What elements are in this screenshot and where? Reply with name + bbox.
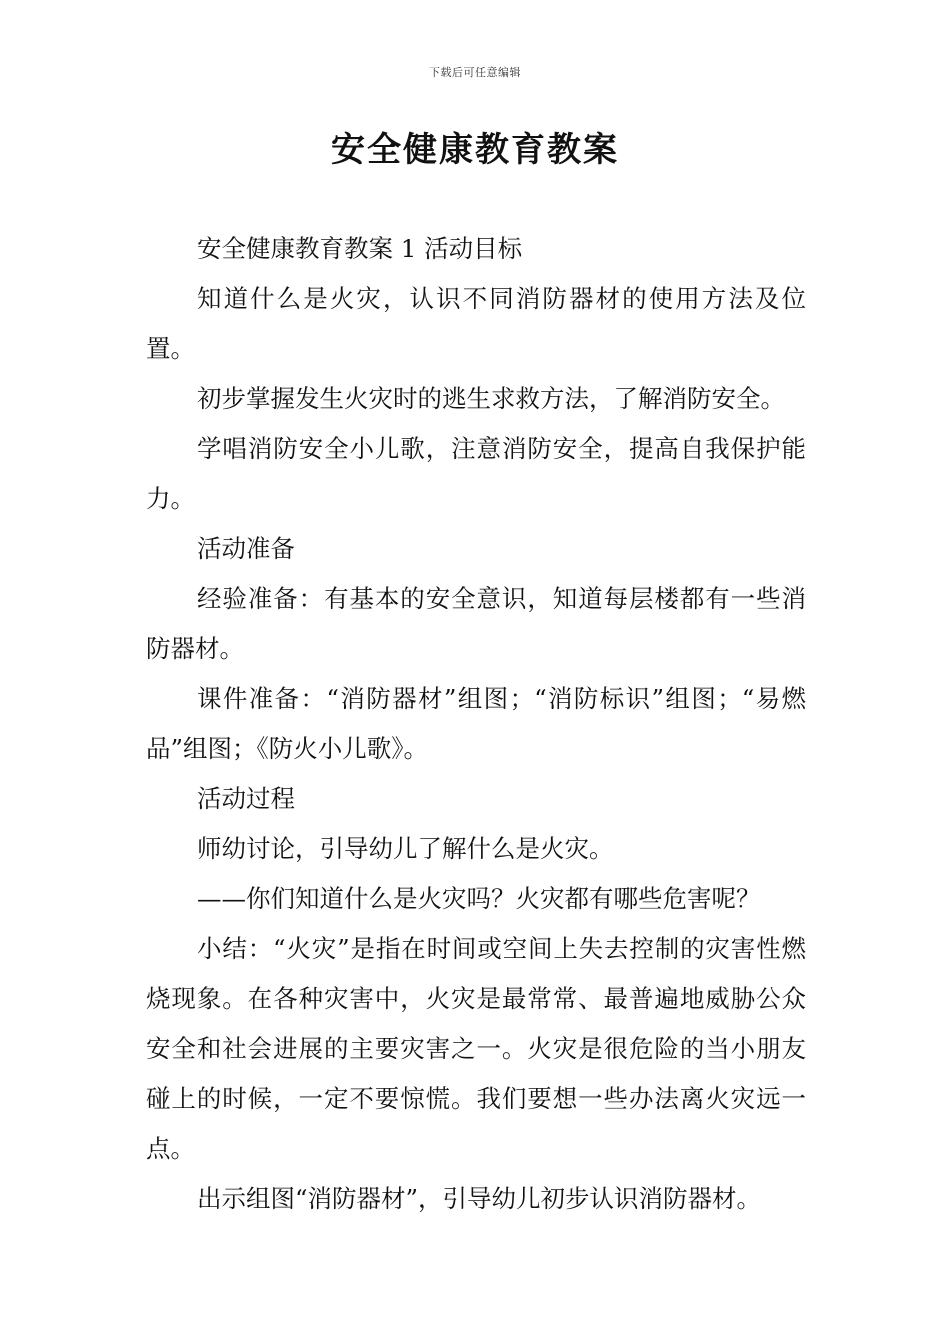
paragraph-show-images: 出示组图“消防器材”，引导幼儿初步认识消防器材。 [197, 1184, 762, 1213]
paragraph-summary: 小结：“火灾”是指在时间或空间上失去控制的灾害性燃烧现象。在各种灾害中，火灾是最常常、最普遍地威胁公众安全和社会进展的主要灾害之一。火灾是很危险的当小朋友碰上的时候，一定不要惊慌。我们要想一些办法离火灾远一点。 [146, 934, 806, 1163]
paragraph-preparation-heading: 活动准备 [197, 534, 295, 563]
paragraph-activity-goals-heading: 安全健康教育教案 1 活动目标 [197, 234, 523, 263]
header-note: 下载后可任意编辑 [429, 66, 521, 79]
paragraph-discussion: 师幼讨论，引导幼儿了解什么是火灾。 [197, 834, 614, 863]
paragraph-goal-2: 初步掌握发生火灾时的逃生求救方法，了解消防安全。 [197, 384, 785, 413]
document-title: 安全健康教育教案 [331, 130, 619, 170]
paragraph-process-heading: 活动过程 [197, 784, 295, 813]
document-body [146, 224, 806, 1224]
paragraph-goal-3: 学唱消防安全小儿歌，注意消防安全，提高自我保护能力。 [146, 434, 806, 513]
paragraph-experience-prep: 经验准备：有基本的安全意识，知道每层楼都有一些消防器材。 [146, 584, 806, 663]
paragraph-question: ——你们知道什么是火灾吗？火灾都有哪些危害呢？ [197, 884, 761, 913]
paragraph-courseware-prep: 课件准备：“消防器材”组图；“消防标识”组图；“易燃品”组图；《防火小儿歌》。 [146, 684, 806, 763]
paragraph-goal-1: 知道什么是火灾，认识不同消防器材的使用方法及位置。 [146, 284, 806, 363]
